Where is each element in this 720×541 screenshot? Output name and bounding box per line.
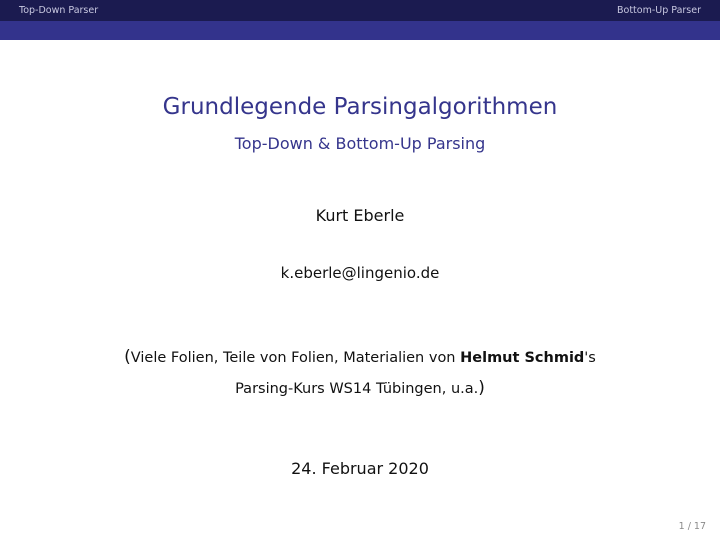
open-paren: (	[124, 347, 131, 367]
nav-section-bottom-up[interactable]: Bottom-Up Parser	[616, 5, 701, 16]
subsection-bar	[0, 21, 720, 40]
section-navigation-bar	[0, 0, 720, 21]
credits-course: Parsing-Kurs WS14 Tübingen, u.a.	[235, 381, 479, 397]
credits-line-1	[0, 347, 720, 367]
author-email: k.eberle@lingenio.de	[280, 264, 440, 282]
credits-prefix: Viele Folien, Teile von Folien, Materialien von	[130, 350, 461, 366]
credits-line-2	[0, 378, 720, 398]
credits-bold-name: Helmut Schmid	[460, 350, 585, 366]
credits-suffix: 's	[584, 350, 596, 366]
author-name: Kurt Eberle	[315, 206, 405, 225]
close-paren: )	[478, 378, 485, 398]
nav-section-top-down[interactable]: Top-Down Parser	[19, 5, 99, 16]
presentation-date: 24. Februar 2020	[291, 459, 429, 478]
slide-title: Grundlegende Parsingalgorithmen	[162, 94, 558, 120]
page-number: 1 / 17	[678, 521, 706, 532]
slide-subtitle: Top-Down & Bottom-Up Parsing	[234, 134, 486, 153]
